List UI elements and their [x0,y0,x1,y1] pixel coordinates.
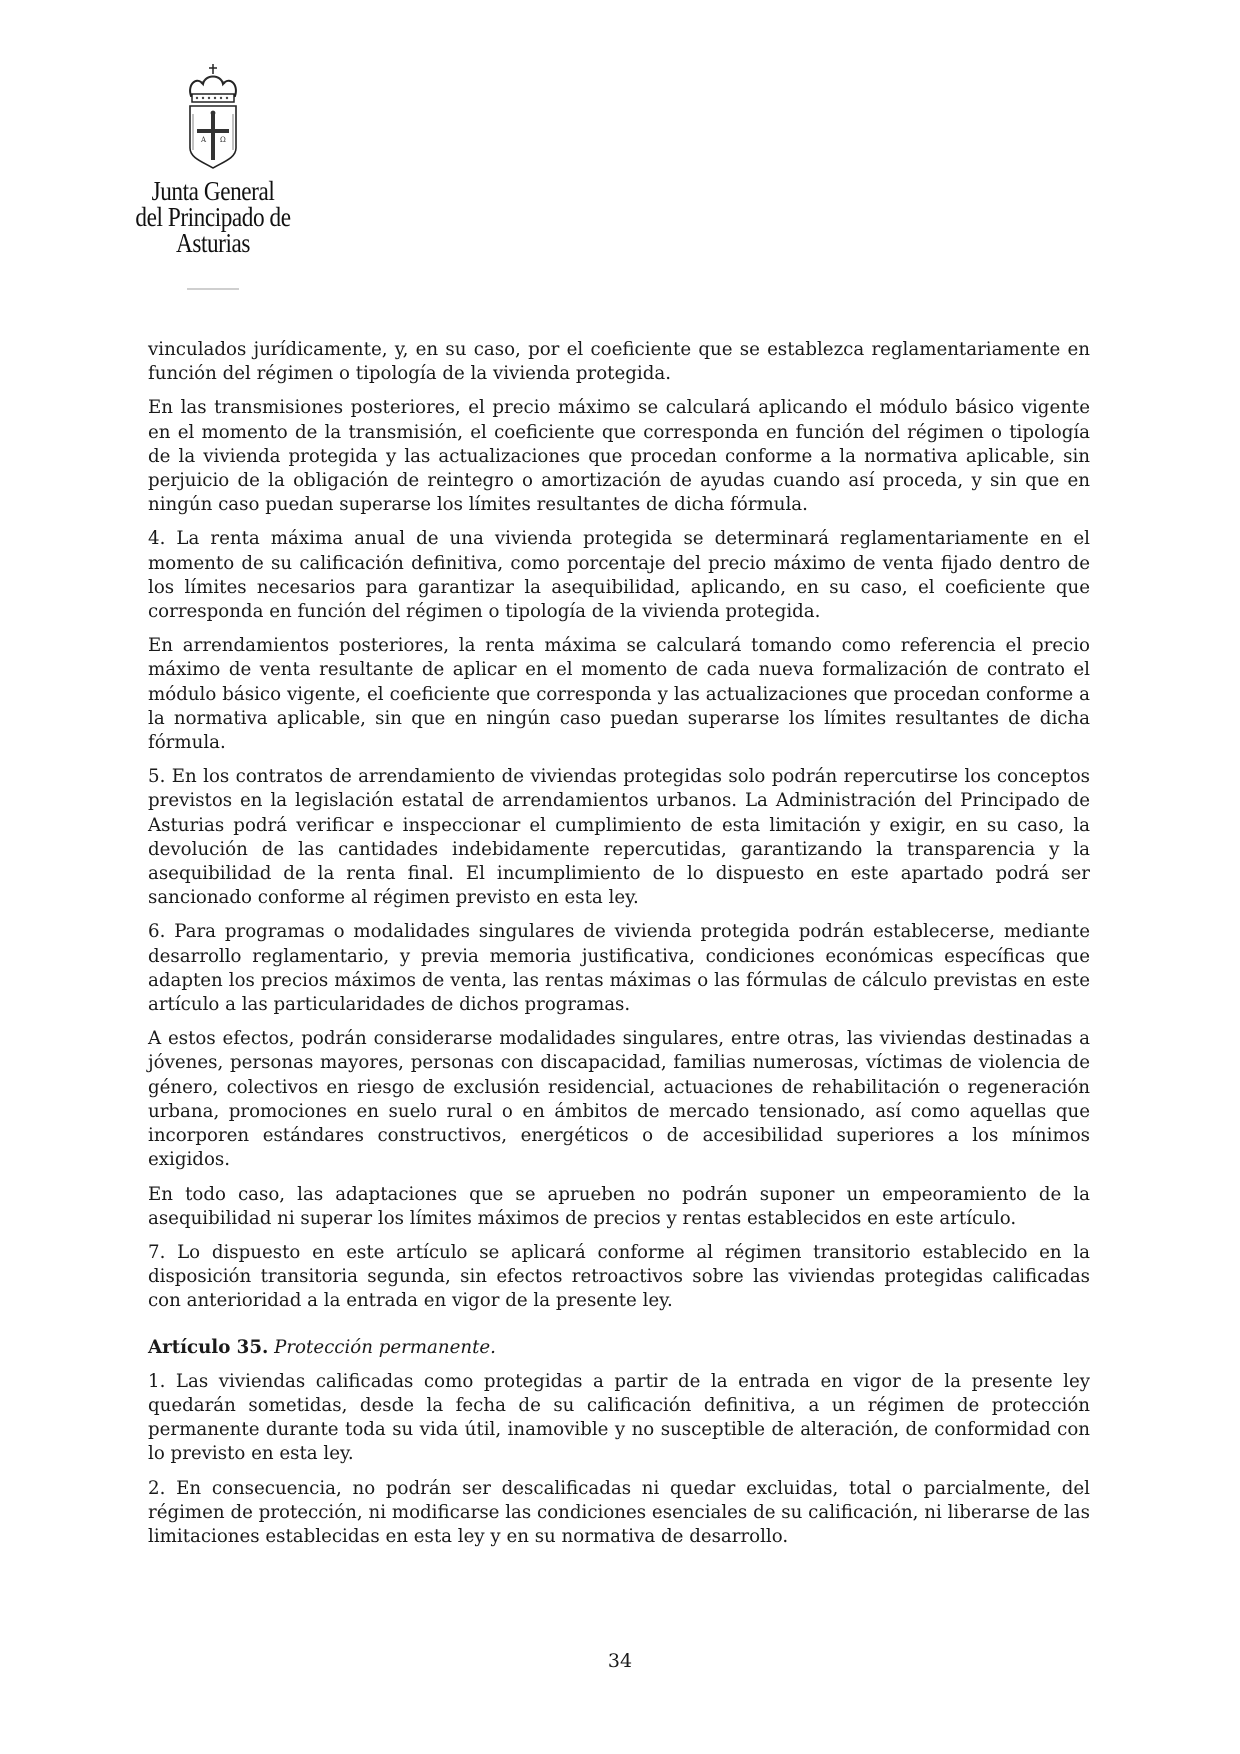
header-divider [187,288,239,290]
paragraph: En las transmisiones posteriores, el precio máximo se calculará aplicando el módulo básico vigente en el momento de la transmisión, el coeficiente que corresponda en función del régimen o tipología de la vivienda protegida y las actualizaciones que procedan conforme a la normativa aplicable, sin perjuicio de la obligación de reintegro o amortización de ayudas cuando así proceda, y sin que en ningún caso puedan superarse los límites resultantes de dicha fórmula. [148,397,1090,516]
institution-name-line1: Junta General [151,176,275,206]
svg-text:Ω: Ω [220,136,226,144]
paragraph-item-6: 6. Para programas o modalidades singulares de vivienda protegida podrán establecerse, mediante desarrollo reglamentario, y previa memoria justificativa, condiciones económicas específicas que adapten los precios máximos de venta, las rentas máximas o las fórmulas de cálculo previstas en este artículo a las particularidades de dichos programas. [148,921,1090,1016]
coat-of-arms-icon [183,62,243,172]
paragraph-item-7: 7. Lo dispuesto en este artículo se aplicará conforme al régimen transitorio establecido en la disposición transitoria segunda, sin efectos retroactivos sobre las viviendas protegidas calificadas con anterioridad a la entrada en vigor de la presente ley. [148,1241,1090,1312]
article-title: Protección permanente. [274,1336,496,1358]
paragraph-item-5: 5. En los contratos de arrendamiento de viviendas protegidas solo podrán repercutirse los conceptos previstos en la legislación estatal de arrendamientos urbanos. La Administración del Principado de Asturias podrá verificar e inspeccionar el cumplimiento de esta limitación y exigir, en su caso, la devolución de las cantidades indebidamente repercutidas, garantizando la transparencia y la asequibilidad de la renta final. El incumplimiento de lo dispuesto en este apartado podrá ser sancionado conforme al régimen previsto en esta ley. [148,766,1090,909]
article-number: Artículo 35. [148,1336,269,1358]
paragraph: En arrendamientos posteriores, la renta máxima se calculará tomando como referencia el precio máximo de venta resultante de aplicar en el momento de cada nueva formalización de contrato el módulo básico vigente, el coeficiente que corresponda y las actualizaciones que procedan conforme a la normativa aplicable, sin que en ningún caso puedan superarse los límites resultantes de dicha fórmula. [148,635,1090,754]
paragraph: vinculados jurídicamente, y, en su caso, por el coeficiente que se establezca reglamentariamente en función del régimen o tipología de la vivienda protegida. [148,339,1090,385]
paragraph-item-2: 2. En consecuencia, no podrán ser descalificadas ni quedar excluidas, total o parcialmente, del régimen de protección, ni modificarse las condiciones esenciales de su calificación, ni liberarse de las limitaciones establecidas en esta ley y en su normativa de desarrollo. [148,1477,1090,1547]
page-number: 34 [607,1650,633,1672]
institution-name-line2: del Principado de Asturias [135,202,291,258]
document-body [148,338,1090,1559]
document-header [88,62,338,290]
svg-text:A: A [201,136,207,144]
paragraph: A estos efectos, podrán considerarse modalidades singulares, entre otras, las viviendas destinadas a jóvenes, personas mayores, personas con discapacidad, familias numerosas, víctimas de violencia de género, colectivos en riesgo de exclusión residencial, actuaciones de rehabilitación o regeneración urbana, promociones en suelo rural o en ámbitos de mercado tensionado, así como aquellas que incorporen estándares constructivos, energéticos o de accesibilidad superiores a los mínimos exigidos. [148,1028,1090,1171]
paragraph: En todo caso, las adaptaciones que se aprueben no podrán suponer un empeoramiento de la asequibilidad ni superar los límites máximos de precios y rentas establecidos en este artículo. [148,1183,1090,1229]
paragraph-item-4: 4. La renta máxima anual de una vivienda protegida se determinará reglamentariamente en el momento de su calificación definitiva, como porcentaje del precio máximo de venta fijado dentro de los límites necesarios para garantizar la asequibilidad, aplicando, en su caso, el coeficiente que corresponda en función del régimen o tipología de la vivienda protegida. [148,528,1090,623]
paragraph-item-1: 1. Las viviendas calificadas como protegidas a partir de la entrada en vigor de la presente ley quedarán sometidas, desde la fecha de su calificación definitiva, a un régimen de protección permanente durante toda su vida útil, inamovible y no susceptible de alteración, de conformidad con lo previsto en esta ley. [148,1370,1090,1465]
article-heading [148,1336,1090,1360]
